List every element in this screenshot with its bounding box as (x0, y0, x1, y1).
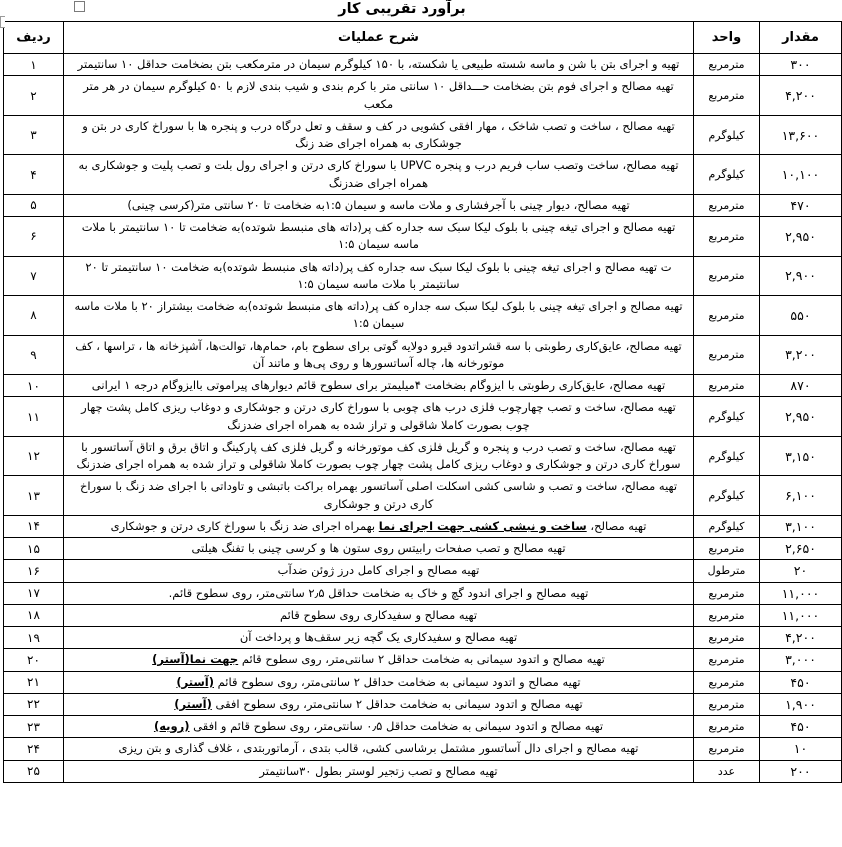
cell-quantity: ۴۷۰ (760, 194, 842, 216)
cell-description: تهیه مصالح، ساخت و تصب درب و پنجره و گریل فلزی کف موتورخانه و گریل فلزی کف پارکینگ و اتاق برق و اتاق آساتسور با سوراخ کاری درتن و جوشکاری و دوغاب ریزی کامل پشت چهار چوب بصورت کاملا شاقولی و تراز شده به همراه اجرای ضدزنگ (64, 436, 694, 476)
cell-unit: مترمربع (694, 296, 760, 336)
table-row (4, 582, 842, 604)
cell-unit: مترطول (694, 560, 760, 582)
cell-description: تهیه مصالح، ساخت و تصب چهارچوب فلزی درب های چوبی با سوراخ کاری درتن و جوشکاری و دوغاب ریزی کامل پشت چهار چوب بصورت کاملا شاقولی و تراز شده به همراه اجرای ضدزنگ (64, 397, 694, 437)
cell-quantity: ۲۰۰ (760, 760, 842, 782)
description-emphasis: ساخت و نبشی کشی جهت اجرای نما (378, 518, 587, 533)
table-row (4, 217, 842, 257)
cell-unit: کیلوگرم (694, 476, 760, 516)
cell-row-number: ۲۴ (4, 738, 64, 760)
description-emphasis: (آستر) (176, 674, 214, 689)
cell-row-number: ۱۲ (4, 436, 64, 476)
table-row (4, 693, 842, 715)
table-row (4, 256, 842, 296)
cell-description: تهیه مصالح و تصب صفحات رابیتس روی ستون ها و کرسی چینی با تفنگ هیلتی (64, 538, 694, 560)
description-emphasis: جهت نما(آستر) (152, 652, 239, 667)
cell-unit: مترمربع (694, 582, 760, 604)
table-row (4, 604, 842, 626)
column-header-unit: واحد (694, 22, 760, 54)
description-text: تهیه مصالح و اتدود سیمانی به ضخامت حداقل ۲ سانتی‌متر، روی سطوح قائم (238, 652, 605, 667)
cell-quantity: ۱۱,۰۰۰ (760, 582, 842, 604)
cell-unit: مترمربع (694, 54, 760, 76)
cell-unit: مترمربع (694, 76, 760, 116)
cell-description: تهیه مصالح، عایق‌کاری رطوبتی با سه قشراتدود قیرو دولایه گوتی برای سطوح بام، حمام‌ها، توالت‌ها، آشپزخانه ها ، تراسها ، کف موتورخانه ها، چاله آساتسورها و روی پی‌ها و ماتند آن (64, 335, 694, 375)
table-row (4, 397, 842, 437)
cell-description (64, 649, 694, 671)
cell-row-number: ۱۴ (4, 515, 64, 537)
cell-description: تهیه و اجرای بتن با شن و ماسه شسته طبیعی یا شکسته، با ۱۵۰ کیلوگرم سیمان در مترمکعب بتن بضخامت حداقل ۱۰ سانتیمتر (64, 54, 694, 76)
cell-description: تهیه مصالح و اجرای کامل درز ژوئن ضدآب (64, 560, 694, 582)
cell-quantity: ۸۷۰ (760, 375, 842, 397)
cell-description (64, 693, 694, 715)
cell-unit: مترمربع (694, 375, 760, 397)
table-row (4, 476, 842, 516)
cell-description (64, 716, 694, 738)
cell-unit: مترمربع (694, 716, 760, 738)
cell-unit: مترمربع (694, 627, 760, 649)
description-emphasis: (آستر) (174, 696, 212, 711)
page-title: برآورد تقریبی کار (338, 1, 466, 17)
cell-description: ت تهیه مصالح و اجرای تیغه چینی با بلوک لیکا سبک سه جداره کف پر(داته های منبسط شوتده)به ضخامت ۱۰ سانتیمتر تا ۲۰ سانتیمتر با ملات ماسه سیمان ۱:۵ (64, 256, 694, 296)
cell-description: تهیه مصالح ، ساخت و تصب شاخک ، مهار افقی کشویی در کف و سقف و تعل درگاه درب و پنجره ها با سوراخ کاری در بتن و جوشکاری به همراه اجرای ضد زنگ (64, 115, 694, 155)
cell-quantity: ۱,۹۰۰ (760, 693, 842, 715)
cell-description (64, 515, 694, 537)
table-body (4, 54, 842, 783)
table-row (4, 560, 842, 582)
cell-quantity: ۴۵۰ (760, 671, 842, 693)
cell-description (64, 671, 694, 693)
table-row (4, 155, 842, 195)
cell-unit: عدد (694, 760, 760, 782)
document-header-strip (0, 0, 842, 21)
cell-unit: مترمربع (694, 693, 760, 715)
table-row (4, 115, 842, 155)
cell-row-number: ۲۰ (4, 649, 64, 671)
cell-quantity: ۴۵۰ (760, 716, 842, 738)
column-header-row: ردیف (4, 22, 64, 54)
cell-row-number: ۱۹ (4, 627, 64, 649)
cell-row-number: ۱۸ (4, 604, 64, 626)
checkbox-icon (74, 1, 85, 12)
table-header (4, 22, 842, 54)
cell-row-number: ۸ (4, 296, 64, 336)
table-row (4, 649, 842, 671)
cell-description: تهیه مصالح و سفیدکاری روی سطوح قائم (64, 604, 694, 626)
cell-row-number: ۲۳ (4, 716, 64, 738)
cell-quantity: ۵۵۰ (760, 296, 842, 336)
cell-description: تهیه مصالح و اجرای فوم بتن بضخامت حـــداقل ۱۰ سانتی متر با کرم بندی و شیب بندی لازم با ۵۰ کیلوگرم سیمان در هر متر مکعب (64, 76, 694, 116)
table-row (4, 538, 842, 560)
cell-unit: مترمربع (694, 738, 760, 760)
column-header-description: شرح عملیات (64, 22, 694, 54)
table-row (4, 194, 842, 216)
cell-quantity: ۳,۲۰۰ (760, 335, 842, 375)
table-row (4, 738, 842, 760)
cell-quantity: ۲۰ (760, 560, 842, 582)
cell-row-number: ۱۳ (4, 476, 64, 516)
table-row (4, 436, 842, 476)
table-row (4, 760, 842, 782)
cell-quantity: ۱۰,۱۰۰ (760, 155, 842, 195)
cell-quantity: ۴,۲۰۰ (760, 627, 842, 649)
table-row (4, 296, 842, 336)
cell-unit: کیلوگرم (694, 515, 760, 537)
table-header-row (4, 22, 842, 54)
cell-quantity: ۴,۲۰۰ (760, 76, 842, 116)
table-row (4, 671, 842, 693)
table-row (4, 335, 842, 375)
cell-row-number: ۶ (4, 217, 64, 257)
cell-row-number: ۱۷ (4, 582, 64, 604)
cell-unit: مترمربع (694, 538, 760, 560)
cell-description: تهیه مصالح و اجرای تیغه چینی با بلوک لیکا سبک سه جداره کف پر(داته های منبسط شوتده)به ضخامت بیشتراز ۲۰ با ملات ماسه سیمان ۱:۵ (64, 296, 694, 336)
cell-quantity: ۱۰ (760, 738, 842, 760)
cell-description: تهیه مصالح، دیوار چینی با آجرفشاری و ملات ماسه و سیمان ۱:۵به ضخامت تا ۲۰ سانتی متر(کرسی چینی) (64, 194, 694, 216)
cell-row-number: ۲۲ (4, 693, 64, 715)
cell-unit: کیلوگرم (694, 436, 760, 476)
cell-description: تهیه مصالح و سفیدکاری یک گچه زیر سقف‌ها و پرداخت آن (64, 627, 694, 649)
cell-quantity: ۱۳,۶۰۰ (760, 115, 842, 155)
cell-description: تهیه مصالح و اجرای دال آساتسور مشتمل برشاسی کشی، قالب بتدی ، آرماتوربتدی ، غلاف گذاری و بتن ریزی (64, 738, 694, 760)
description-text: تهیه مصالح و اتدود سیمانی به ضخامت حداقل ۲ سانتی‌متر، روی سطوح افقی (211, 696, 583, 711)
cell-row-number: ۵ (4, 194, 64, 216)
description-text: تهیه مصالح و اتدود سیمانی به ضخامت حداقل ۲ سانتی‌متر، روی سطوح قائم (213, 674, 581, 689)
cell-unit: مترمربع (694, 194, 760, 216)
description-emphasis: (رویه) (153, 719, 190, 733)
table-row (4, 375, 842, 397)
cell-description: تهیه مصالح، ساخت وتصب ساب فریم درب و پنجره UPVC با سوراخ کاری درتن و اجرای رول بلت و تصب پلیت و جوشکاری به همراه اجرای ضدزنگ (64, 155, 694, 195)
cell-row-number: ۲ (4, 76, 64, 116)
cell-unit: مترمربع (694, 256, 760, 296)
cell-unit: مترمربع (694, 671, 760, 693)
cell-unit: کیلوگرم (694, 115, 760, 155)
cell-description: تهیه مصالح و اجرای تیغه چینی با بلوک لیکا سبک سه جداره کف پر(داته های منبسط شوتده)به ضخامت تا ۱۰ سانتیمتر با ملات ماسه سیمان ۱:۵ (64, 217, 694, 257)
cell-description: تهیه مصالح، عایق‌کاری رطوبتی با ایزوگام بضخامت ۴میلیمتر برای سطوح قائم دیوارهای پیراموتی باایزوگام درجه ۱ ایرانی (64, 375, 694, 397)
cell-row-number: ۲۵ (4, 760, 64, 782)
table-row (4, 716, 842, 738)
cell-row-number: ۲۱ (4, 671, 64, 693)
cell-unit: مترمربع (694, 649, 760, 671)
cell-unit: مترمربع (694, 335, 760, 375)
cell-row-number: ۱۵ (4, 538, 64, 560)
work-estimate-table (3, 21, 842, 783)
cell-quantity: ۳,۰۰۰ (760, 649, 842, 671)
cell-row-number: ۳ (4, 115, 64, 155)
description-text: تهیه مصالح، (586, 518, 647, 533)
cell-quantity: ۶,۱۰۰ (760, 476, 842, 516)
cell-unit: مترمربع (694, 217, 760, 257)
cell-quantity: ۲,۹۵۰ (760, 217, 842, 257)
description-text: تهیه مصالح و اتدود سیمانی به ضخامت حداقل ۰٫۵ سانتی‌متر، روی سطوح قائم و افقی (189, 719, 604, 733)
cell-quantity: ۲,۹۵۰ (760, 397, 842, 437)
description-text-tail: بهمراه اجرای ضد زنگ با سوراخ کاری درتن و جوشکاری (110, 518, 379, 533)
table-row (4, 627, 842, 649)
table-row (4, 515, 842, 537)
cell-row-number: ۱۶ (4, 560, 64, 582)
cell-row-number: ۹ (4, 335, 64, 375)
cell-row-number: ۷ (4, 256, 64, 296)
cell-quantity: ۳,۱۵۰ (760, 436, 842, 476)
cell-quantity: ۳۰۰ (760, 54, 842, 76)
cell-description: تهیه مصالح و تصب زتجیر لوستر بطول ۳۰سانتیمتر (64, 760, 694, 782)
cell-unit: کیلوگرم (694, 155, 760, 195)
column-header-quantity: مقدار (760, 22, 842, 54)
cell-description: تهیه مصالح، ساخت و تصب و شاسی کشی اسکلت اصلی آساتسور بهمراه براکت باتبشی و تاوداتی با اجرای ضد زنگ با سوراخ کاری درتن و جوشکاری (64, 476, 694, 516)
cell-quantity: ۲,۹۰۰ (760, 256, 842, 296)
table-row (4, 76, 842, 116)
cell-description: تهیه مصالح و اجرای اندود گچ و خاک به ضخامت حداقل ۲٫۵ سانتی‌متر، روی سطوح قائم. (64, 582, 694, 604)
cell-quantity: ۲,۶۵۰ (760, 538, 842, 560)
cell-row-number: ۱ (4, 54, 64, 76)
cell-unit: مترمربع (694, 604, 760, 626)
table-row (4, 54, 842, 76)
cell-row-number: ۱۱ (4, 397, 64, 437)
cell-unit: کیلوگرم (694, 397, 760, 437)
cell-row-number: ۴ (4, 155, 64, 195)
cell-quantity: ۱۱,۰۰۰ (760, 604, 842, 626)
cell-row-number: ۱۰ (4, 375, 64, 397)
cell-quantity: ۳,۱۰۰ (760, 515, 842, 537)
page-edge-marker-icon (0, 16, 5, 28)
